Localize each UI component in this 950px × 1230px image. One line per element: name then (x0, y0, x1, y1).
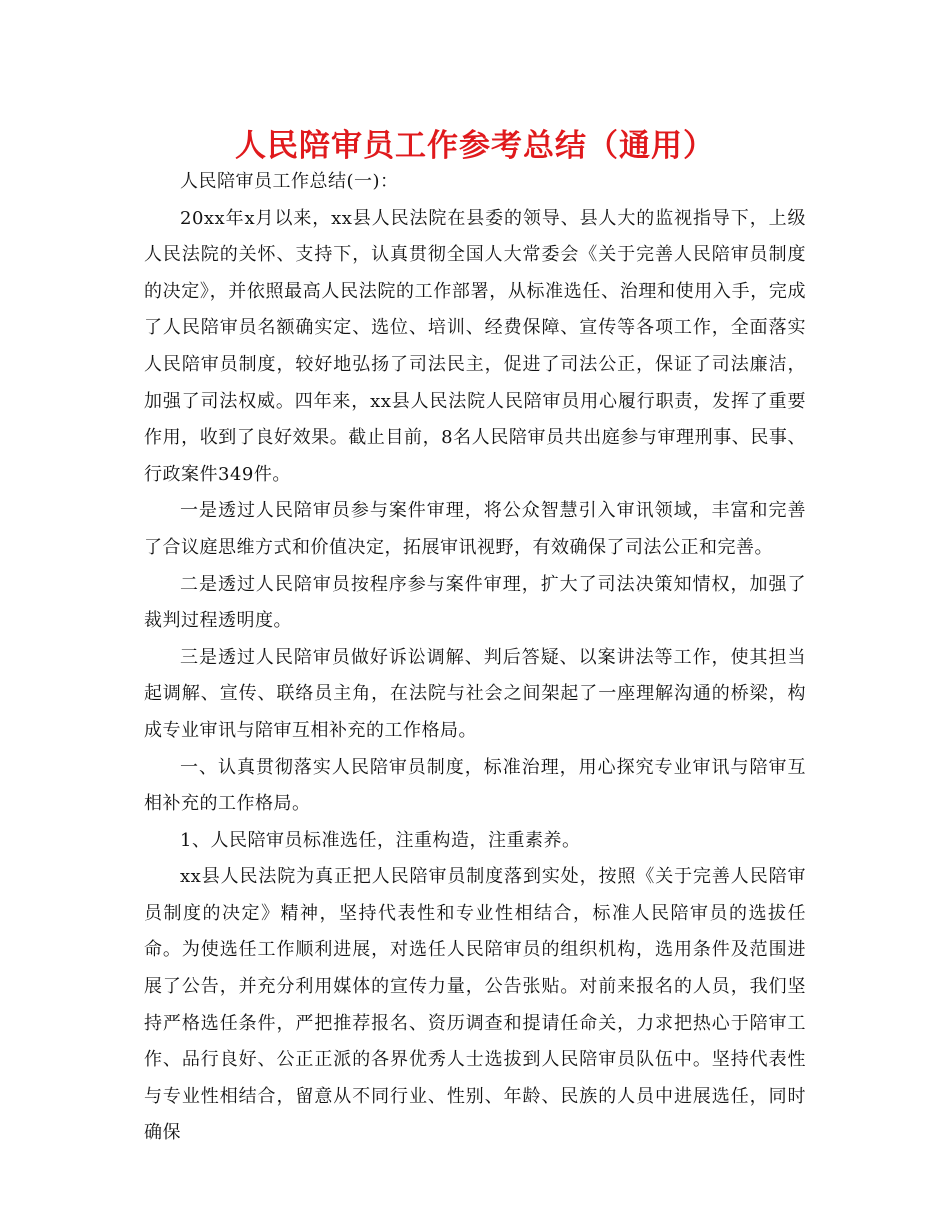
paragraph: 一是透过人民陪审员参与案件审理，将公众智慧引入审讯领域，丰富和完善了合议庭思维方式和价值决定，拓展审讯视野，有效确保了司法公正和完善。 (144, 500, 806, 558)
section-heading: 一、认真贯彻落实人民陪审员制度，标准治理，用心探究专业审讯与陪审互相补充的工作格局。 (144, 756, 806, 815)
document-title: 人民陪审员工作参考总结（通用） (235, 128, 715, 164)
document-body (144, 164, 806, 1152)
paragraph: xx县人民法院为真正把人民陪审员制度落到实处，按照《关于完善人民陪审员制度的决定》精神，坚持代表性和专业性相结合，标准人民陪审员的选拔任命。为使选任工作顺利进展，对选任人民陪审员的组织机构，选用条件及范围进展了公告，并充分利用媒体的宣传力量，公告张贴。对前来报名的人员，我们坚持严格选任条件，严把推荐报名、资历调查和提请任命关，力求把热心于陪审工作、品行良好、公正正派的各界优秀人士选拔到人民陪审员队伍中。坚持代表性与专业性相结合，留意从不同行业、性别、年龄、民族的人员中进展选任，同时确保 (144, 866, 806, 1144)
paragraph: 二是透过人民陪审员按程序参与案件审理，扩大了司法决策知情权，加强了裁判过程透明度。 (144, 573, 806, 632)
paragraph: 20xx年x月以来，xx县人民法院在县委的领导、县人大的监视指导下，上级人民法院的关怀、支持下，认真贯彻全国人大常委会《关于完善人民陪审员制度的决定》，并依照最高人民法院的工作部署，从标准选任、治理和使用入手，完成了人民陪审员名额确实定、选位、培训、经费保障、宣传等各项工作，全面落实人民陪审员制度，较好地弘扬了司法民主，促进了司法公正，保证了司法廉洁，加强了司法权威。四年来，xx县人民法院人民陪审员用心履行职责，发挥了重要作用，收到了良好效果。截止目前，8名人民陪审员共出庭参与审理刑事、民事、行政案件349件。 (144, 207, 806, 485)
paragraph: 三是透过人民陪审员做好诉讼调解、判后答疑、以案讲法等工作，使其担当起调解、宣传、联络员主角，在法院与社会之间架起了一座理解沟通的桥梁，构成专业审讯与陪审互相补充的工作格局。 (144, 646, 806, 741)
paragraph-subtitle: 人民陪审员工作总结(一)： (180, 171, 399, 192)
subsection-heading: 1、人民陪审员标准选任，注重构造，注重素养。 (180, 829, 581, 851)
